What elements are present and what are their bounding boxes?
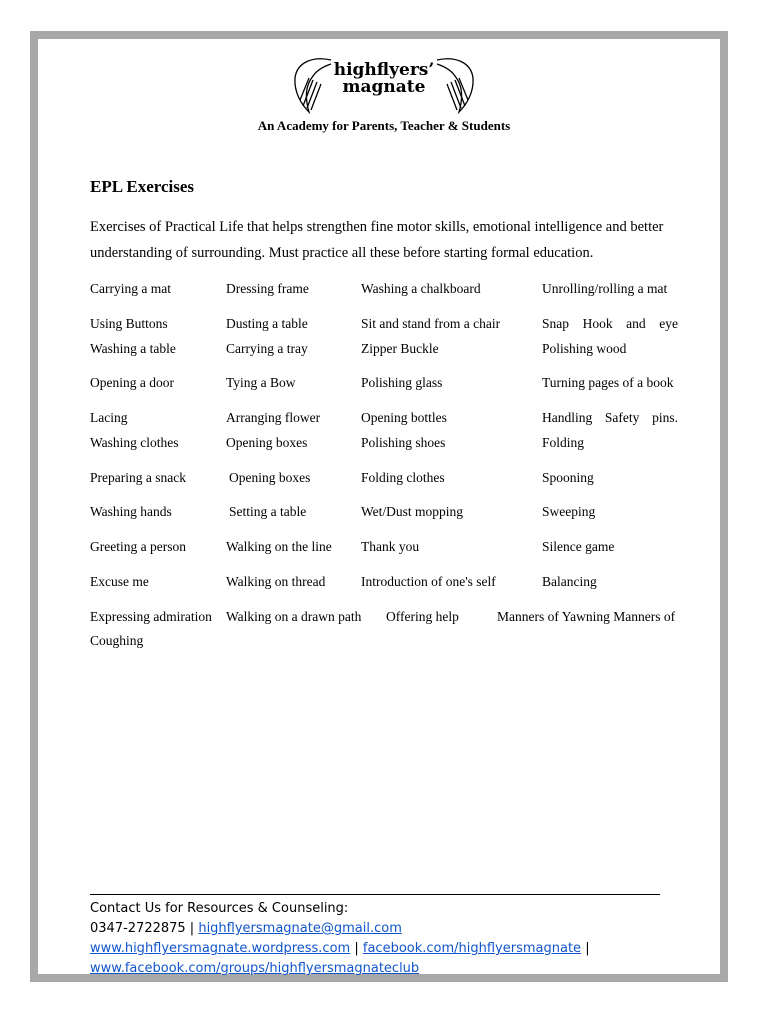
facebook-link[interactable]: facebook.com/highflyersmagnate [362, 941, 582, 956]
word: and [626, 316, 646, 331]
exercise-item: Balancing [542, 574, 597, 589]
website-link[interactable]: www.highflyersmagnate.wordpress.com [90, 941, 351, 956]
separator: | [354, 941, 359, 956]
exercise-item: Unrolling/rolling a mat [542, 281, 668, 296]
exercise-item: Washing hands [90, 504, 172, 519]
word: pins. [652, 410, 678, 425]
page-title: EPL Exercises [90, 177, 195, 196]
exercise-item: Carrying a mat [90, 281, 171, 296]
exercise-item: Walking on a drawn path [226, 609, 362, 624]
exercise-item: Spooning [542, 470, 594, 485]
contact-line-phone [90, 919, 590, 939]
word: eye [659, 316, 678, 331]
exercise-item: Arranging flower [226, 410, 321, 425]
logo-line1: highflyers’ [333, 60, 435, 80]
contact-line-web [90, 939, 590, 959]
exercise-item: Walking on the line [226, 539, 332, 554]
exercise-item: Washing a table [90, 341, 176, 356]
exercise-item: Washing a chalkboard [361, 281, 481, 296]
exercise-item: Offering help [386, 609, 459, 624]
exercise-item: Dusting a table [226, 316, 308, 331]
facebook-group-link[interactable]: www.facebook.com/groups/highflyersmagnateclub [90, 961, 420, 976]
logo [291, 50, 477, 116]
word: Snap [542, 316, 569, 331]
phone-number: 0347-2722875 | [90, 921, 195, 936]
exercise-item: Manners of Yawning Manners of [497, 609, 676, 624]
exercise-item: Walking on thread [226, 574, 326, 589]
exercise-item: Preparing a snack [90, 470, 186, 485]
word: Handling [542, 410, 593, 425]
tagline: An Academy for Parents, Teacher & Students [257, 118, 511, 133]
contact-label: Contact Us for Resources & Counseling: [90, 901, 349, 916]
exercise-item: Sit and stand from a chair [361, 316, 501, 331]
exercise-item: Polishing glass [361, 375, 443, 390]
footer [90, 899, 590, 979]
exercise-item: Tying a Bow [226, 375, 296, 390]
footer-divider [90, 894, 660, 895]
exercise-item: Opening boxes [229, 470, 311, 485]
exercise-item: Carrying a tray [226, 341, 308, 356]
email-link[interactable]: highflyersmagnate@gmail.com [198, 921, 402, 936]
exercise-item: Introduction of one's self [361, 574, 496, 589]
exercise-item-justified [542, 409, 678, 427]
exercise-item: Wet/Dust mopping [361, 504, 464, 519]
exercise-item: Zipper Buckle [361, 341, 439, 356]
exercise-item: Folding clothes [361, 470, 445, 485]
exercise-item: Greeting a person [90, 539, 186, 554]
exercise-item: Folding [542, 435, 585, 450]
exercise-item: Opening bottles [361, 410, 447, 425]
word: Safety [604, 410, 640, 425]
exercise-item: Opening boxes [226, 435, 308, 450]
exercise-item: Using Buttons [90, 316, 168, 331]
exercise-item: Opening a door [90, 375, 174, 390]
exercise-item: Sweeping [542, 504, 596, 519]
exercise-item: Setting a table [229, 504, 307, 519]
exercise-item: Polishing wood [542, 341, 627, 356]
intro-paragraph: Exercises of Practical Life that helps strengthen fine motor skills, emotional intelligence and better understanding of surrounding. Must practice all these before starting formal education. [90, 219, 664, 261]
separator: | [585, 941, 590, 956]
exercise-item: Expressing admiration [90, 609, 212, 624]
word: Hook [582, 316, 613, 331]
exercise-item: Polishing shoes [361, 435, 446, 450]
exercise-item: Washing clothes [90, 435, 179, 450]
exercise-item: Coughing [90, 633, 144, 648]
exercise-item: Dressing frame [226, 281, 309, 296]
exercise-item: Lacing [90, 410, 128, 425]
exercise-item: Turning pages of a book [542, 375, 674, 390]
exercise-item-justified [542, 315, 678, 333]
exercise-item: Silence game [542, 539, 615, 554]
exercise-item: Excuse me [90, 574, 149, 589]
logo-line2: magnate [342, 77, 426, 97]
exercise-item: Thank you [361, 539, 420, 554]
contact-line-group [90, 959, 590, 979]
